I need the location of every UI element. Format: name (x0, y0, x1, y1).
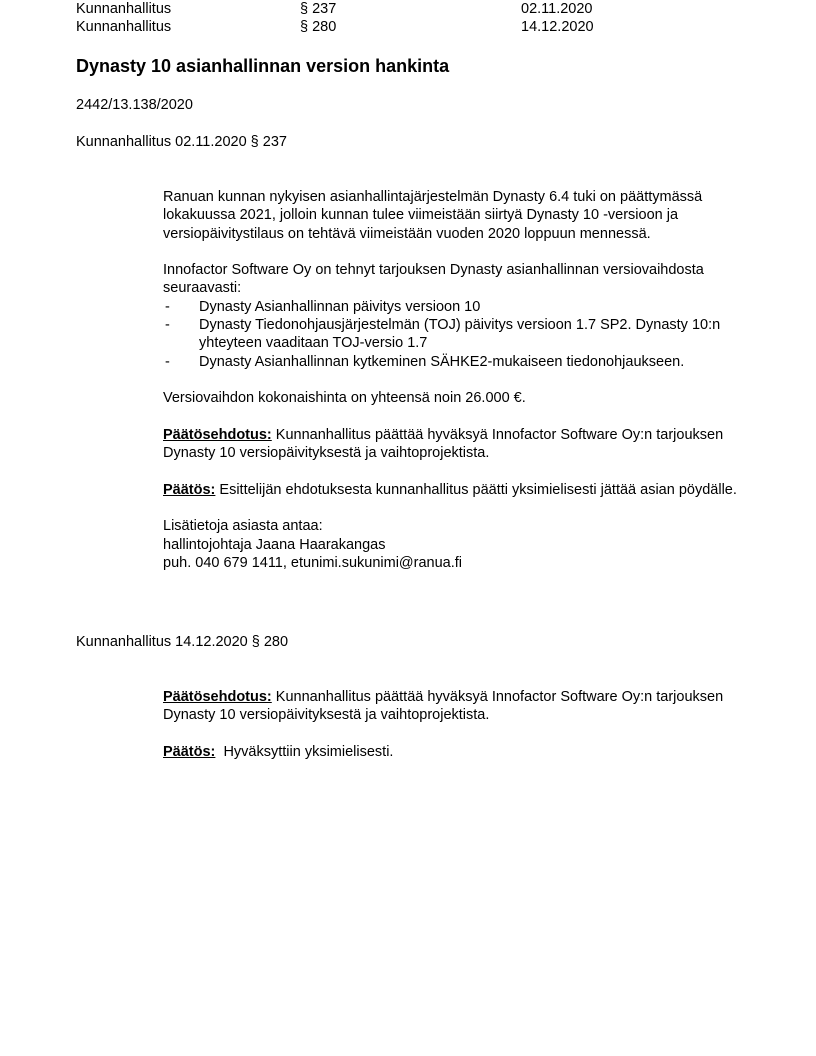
decision-label: Päätös: (163, 481, 216, 498)
document-title: Dynasty 10 asianhallinnan version hankinta (76, 56, 450, 76)
meeting1-proposal (163, 426, 763, 463)
header-section: § 237 (300, 1, 337, 17)
header-date: 02.11.2020 (521, 1, 593, 17)
proposal-label: Päätösehdotus: (163, 426, 272, 443)
meeting1-paragraph-1: Ranuan kunnan nykyisen asianhallintajärjestelmän Dynasty 6.4 tuki on päättymässä lokakuussa 2021, jolloin kunnan tulee viimeistään siirtyä Dynasty 10 -versioon ja versiopäivitystilaus on tehtävä viimeistään vuoden 2020 loppuun mennessä. (163, 189, 703, 242)
list-item-text: Dynasty Asianhallinnan kytkeminen SÄHKE2-mukaiseen tiedonohjaukseen. (199, 353, 685, 370)
proposal-label: Päätösehdotus: (163, 689, 272, 705)
list-item (163, 316, 763, 353)
header-row (76, 18, 776, 36)
decision-text: Hyväksyttiin yksimielisesti. (215, 743, 394, 760)
proposal-text: Kunnanhallitus päättää hyväksyä Innofactor Software Oy:n tarjouksen Dynasty 10 versiopäivityksestä ja vaihtoprojektista. (163, 426, 724, 462)
list-item-text: Dynasty Tiedonohjausjärjestelmän (TOJ) päivitys versioon 1.7 SP2. Dynasty 10:n yhteyteen vaaditaan TOJ-versio 1.7 (199, 317, 721, 352)
header-section: § 280 (300, 19, 337, 35)
decision-label: Päätös: (163, 743, 216, 760)
decision-text: Esittelijän ehdotuksesta kunnanhallitus päätti yksimielisesti jättää asian pöydälle. (215, 481, 737, 498)
list-dash: - (165, 298, 170, 315)
meeting2-body (163, 688, 763, 761)
header-body: Kunnanhallitus (76, 19, 172, 35)
list-dash: - (165, 353, 170, 370)
proposal-text: Kunnanhallitus päättää hyväksyä Innofactor Software Oy:n tarjouksen Dynasty 10 versiopäivityksestä ja vaihtoprojektista. (163, 689, 724, 724)
header-body: Kunnanhallitus (76, 1, 172, 17)
list-item (163, 353, 763, 371)
header-row (76, 0, 776, 18)
list-item-text: Dynasty Asianhallinnan päivitys versioon 10 (199, 298, 481, 315)
header-date: 14.12.2020 (521, 19, 594, 35)
contact-intro: Lisätietoja asiasta antaa: (163, 518, 323, 535)
meeting2-proposal (163, 688, 763, 725)
meeting1-heading: Kunnanhallitus 02.11.2020 § 237 (76, 134, 287, 150)
meeting1-paragraph-2: Innofactor Software Oy on tehnyt tarjouksen Dynasty asianhallinnan versiovaihdosta seuraavasti: (163, 262, 704, 297)
offer-list (163, 298, 763, 371)
meeting1-body (163, 188, 763, 572)
meeting1-paragraph-3: Versiovaihdon kokonaishinta on yhteensä noin 26.000 €. (163, 390, 526, 407)
meeting2-heading: Kunnanhallitus 14.12.2020 § 280 (76, 634, 289, 650)
meeting2-decision (163, 743, 763, 761)
list-dash: - (165, 317, 170, 334)
list-item (163, 298, 763, 316)
contact-info: puh. 040 679 1411, etunimi.sukunimi@ranua.fi (163, 554, 462, 571)
record-number: 2442/13.138/2020 (76, 97, 193, 113)
meeting1-decision (163, 481, 763, 499)
contact-name: hallintojohtaja Jaana Haarakangas (163, 536, 386, 553)
